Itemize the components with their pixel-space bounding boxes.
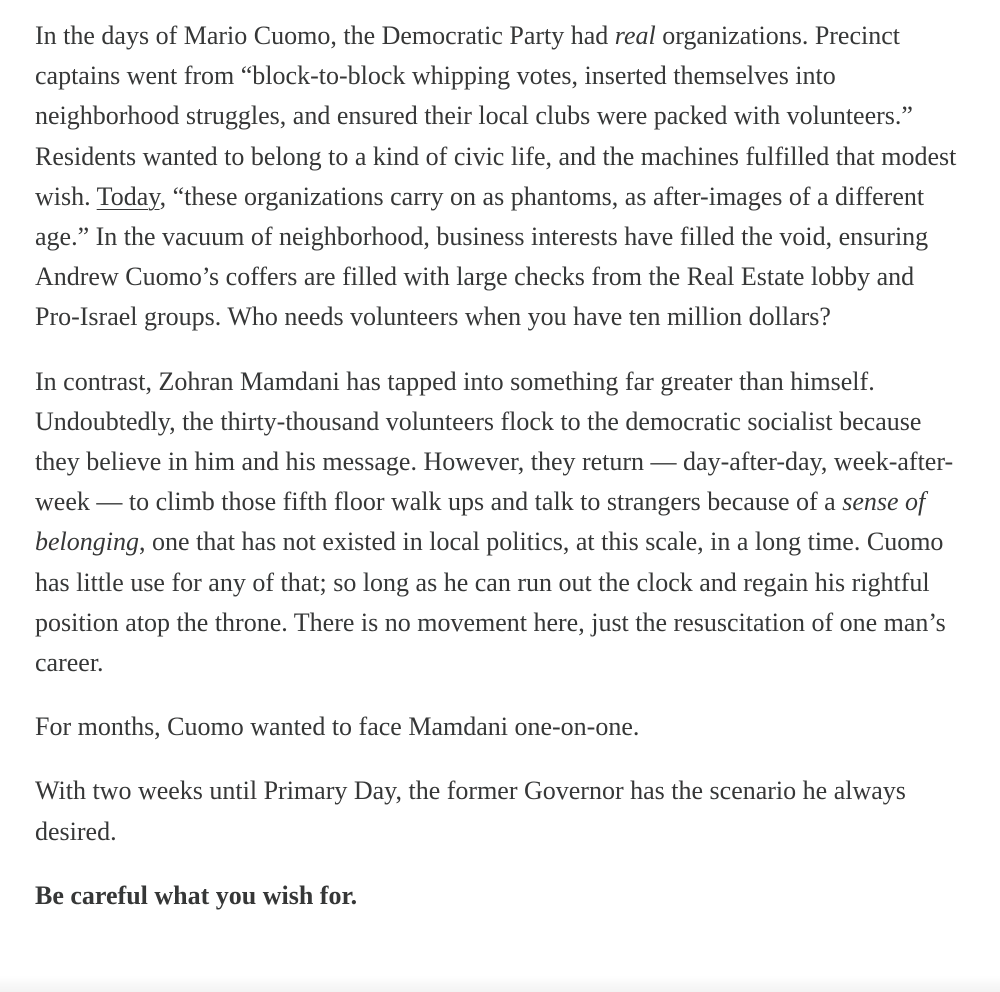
text-segment: In contrast, Zohran Mamdani has tapped into something far greater than himself. Undoubtedly, the thirty-thousand volunteers flock to the democratic socialist because they believe in him and his message. However, they return — day-after-day, week-after-week — to climb those fifth floor walk ups and talk to strangers because of a: [35, 366, 954, 517]
text-segment: In the days of Mario Cuomo, the Democratic Party had: [35, 21, 615, 50]
article-body: [35, 16, 965, 940]
text-segment: organizations. Precinct captains went from “block-to-block whipping votes, inserted themselves into neighborhood struggles, and ensured their local clubs were packed with volunteers.” Residents wanted to belong to a kind of civic life, and the machines fulfilled that modest wish.: [35, 21, 957, 211]
today-link[interactable]: Today: [96, 181, 160, 211]
paragraph-cuomo-machines: [35, 16, 965, 338]
paragraph-closing: [35, 876, 965, 916]
emphasis-sense-of-belonging: sense of belonging: [35, 487, 926, 557]
text-segment: , “these organizations carry on as phantoms, as after-images of a different age.” In the vacuum of neighborhood, business interests have filled the void, ensuring Andrew Cuomo’s coffers are filled with large checks from the Real Estate lobby and Pro-Israel groups. Who needs volunteers when you have ten million dollars?: [35, 181, 929, 332]
text-segment: , one that has not existed in local politics, at this scale, in a long time. Cuomo has little use for any of that; so long as he can run out the clock and regain his rightful position atop the throne. There is no movement here, just the resuscitation of one man’s career.: [35, 527, 946, 678]
closing-line: Be careful what you wish for.: [35, 880, 358, 910]
bottom-fade: [0, 976, 1000, 992]
emphasis-real: real: [614, 21, 656, 50]
text-segment: For months, Cuomo wanted to face Mamdani one-on-one.: [35, 712, 640, 742]
paragraph-one-on-one: [35, 707, 965, 747]
paragraph-mamdani-volunteers: [35, 362, 965, 684]
paragraph-primary-day: [35, 771, 965, 851]
text-segment: With two weeks until Primary Day, the former Governor has the scenario he always desired.: [35, 776, 906, 846]
